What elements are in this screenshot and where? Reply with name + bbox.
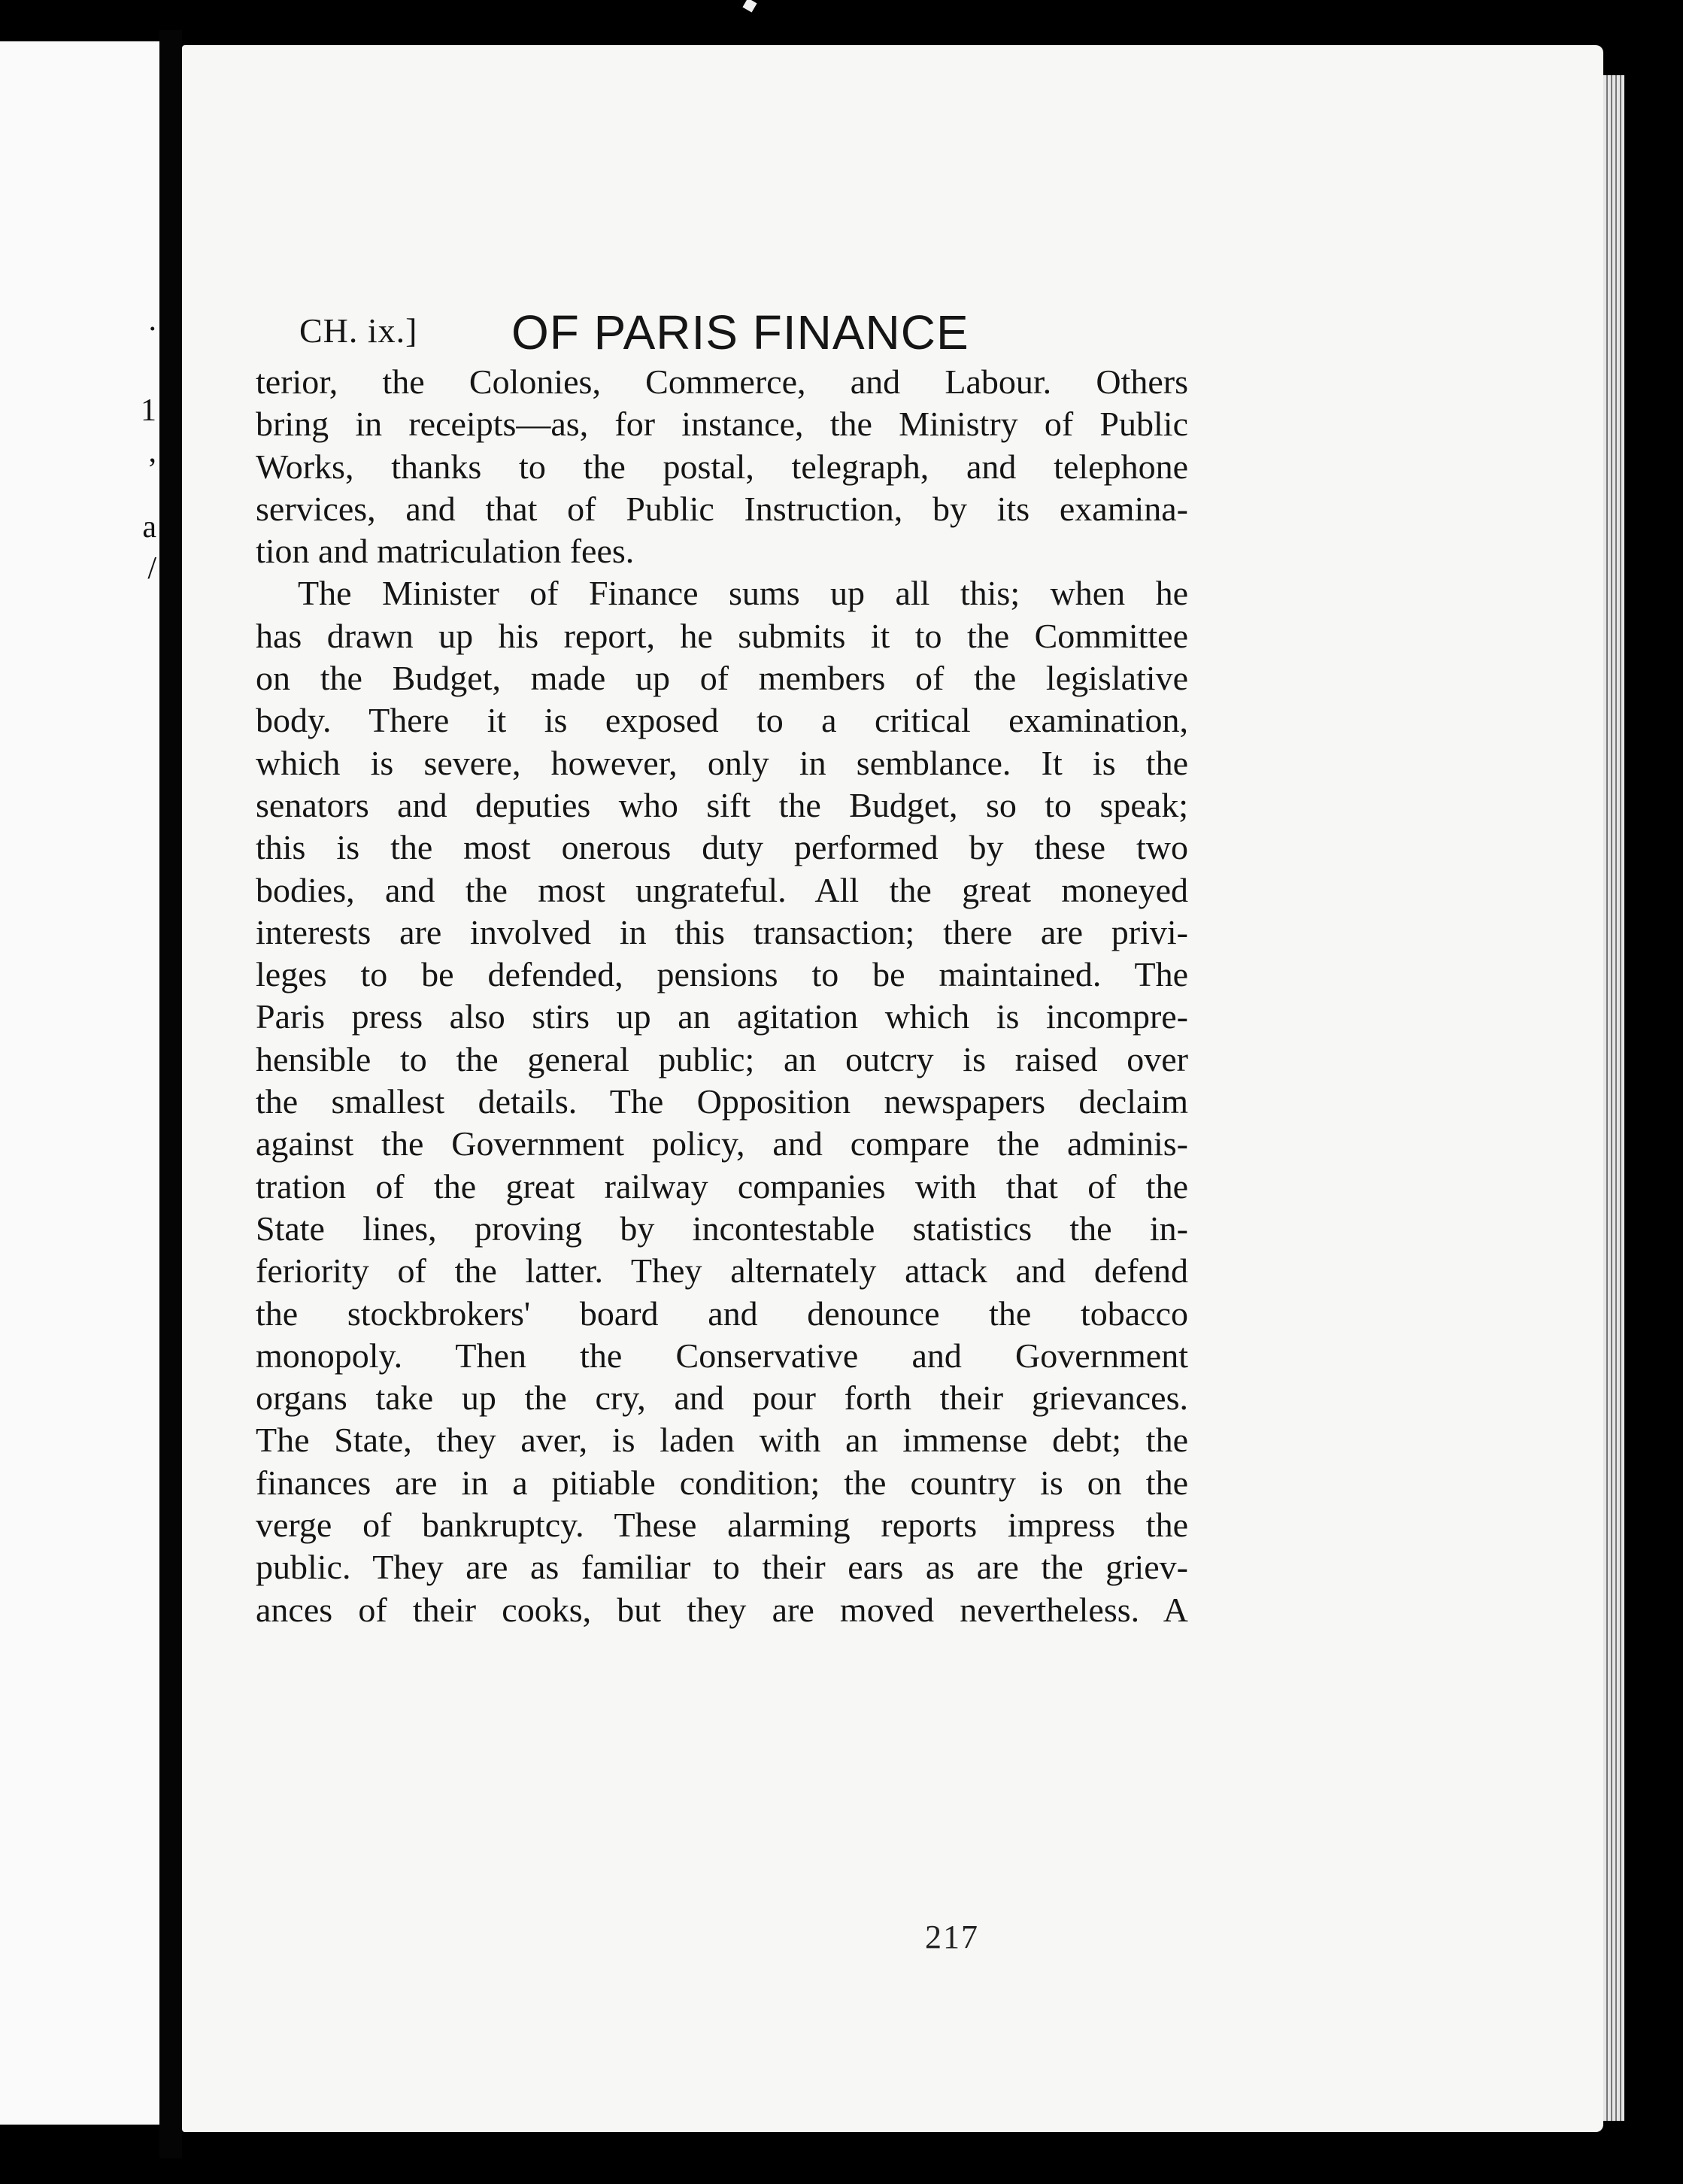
text-line: bodies, and the most ungrateful. All the great moneyed	[256, 870, 1188, 909]
chapter-mark: CH. ix.]	[299, 311, 418, 350]
page-edges	[1603, 75, 1624, 2121]
page-title: OF PARIS FINANCE	[511, 305, 969, 359]
facing-page-char: 1	[141, 393, 156, 428]
text-line: feriority of the latter. They alternately attack and defend	[256, 1251, 1188, 1291]
text-line: Paris press also stirs up an agitation which is incompre-	[256, 997, 1188, 1036]
book-gutter	[159, 30, 182, 2158]
facing-page-char: ,	[148, 435, 156, 469]
body-text	[256, 361, 1188, 1631]
text-line: The State, they aver, is laden with an immense debt; the	[256, 1421, 1188, 1460]
page-number: 217	[925, 1919, 979, 1955]
text-line: tration of the great railway companies with that of the	[256, 1166, 1188, 1206]
text-line: bring in receipts—as, for instance, the Ministry of Public	[256, 405, 1188, 444]
text-line: organs take up the cry, and pour forth their grievances.	[256, 1379, 1188, 1418]
text-line: The Minister of Finance sums up all this; when he	[298, 574, 1188, 613]
facing-page-char: .	[148, 303, 156, 338]
text-line: monopoly. Then the Conservative and Government	[256, 1336, 1188, 1375]
text-line: leges to be defended, pensions to be maintained. The	[256, 955, 1188, 994]
text-line: services, and that of Public Instruction, by its examina-	[256, 489, 1188, 528]
text-line: this is the most onerous duty performed by these two	[256, 828, 1188, 867]
text-line: Works, thanks to the postal, telegraph, and telephone	[256, 447, 1188, 486]
text-line: the smallest details. The Opposition newspapers declaim	[256, 1082, 1188, 1121]
text-line: against the Government policy, and compare the adminis-	[256, 1124, 1188, 1163]
text-line: tion and matriculation fees.	[256, 532, 635, 571]
text-line: terior, the Colonies, Commerce, and Labour. Others	[256, 362, 1188, 401]
facing-page-char: /	[147, 551, 156, 586]
facing-page-char: a	[142, 510, 156, 544]
facing-page-edge	[0, 41, 159, 2125]
text-line: State lines, proving by incontestable statistics the in-	[256, 1209, 1188, 1248]
page-text-block	[256, 305, 1188, 1955]
text-line: ances of their cooks, but they are moved nevertheless. A	[256, 1590, 1188, 1629]
text-line: senators and deputies who sift the Budget, so to speak;	[256, 785, 1188, 824]
text-line: interests are involved in this transaction; there are privi-	[256, 912, 1188, 951]
text-line: public. They are as familiar to their ears as are the griev-	[256, 1548, 1188, 1587]
text-line: on the Budget, made up of members of the legislative	[256, 659, 1188, 698]
text-line: body. There it is exposed to a critical examination,	[256, 701, 1188, 740]
scan-speck	[742, 0, 757, 13]
text-line: which is severe, however, only in semblance. It is the	[256, 743, 1188, 782]
text-line: the stockbrokers' board and denounce the tobacco	[256, 1294, 1188, 1333]
text-line: has drawn up his report, he submits it to the Committee	[256, 616, 1188, 655]
text-line: verge of bankruptcy. These alarming reports impress the	[256, 1506, 1188, 1545]
text-line: finances are in a pitiable condition; the country is on the	[256, 1463, 1188, 1502]
text-line: hensible to the general public; an outcry is raised over	[256, 1039, 1188, 1078]
running-head	[256, 305, 1188, 361]
